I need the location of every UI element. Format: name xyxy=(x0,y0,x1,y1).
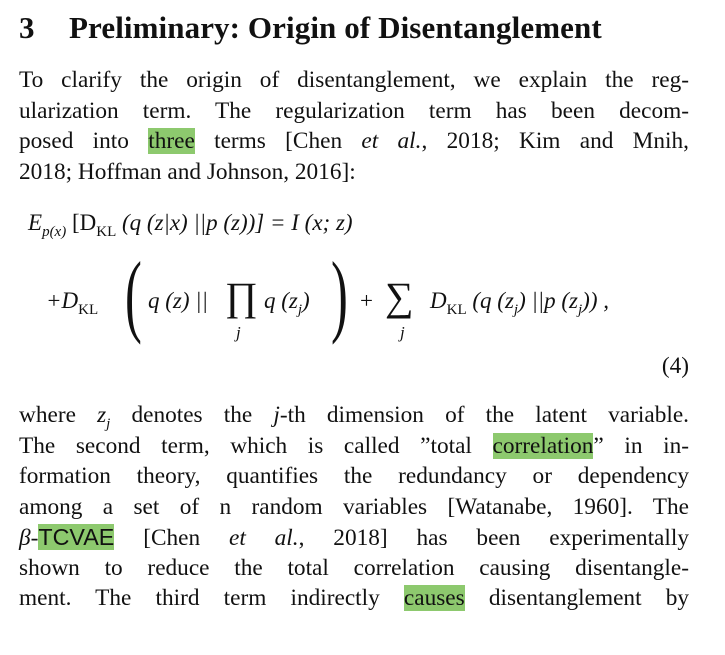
eq-left-paren: ( xyxy=(125,243,142,345)
eq-expectation-subscript: p(x) xyxy=(42,224,67,240)
sum-symbol: ∑ xyxy=(385,274,414,319)
highlighted-word: causes xyxy=(403,585,465,611)
eq-subscript: j xyxy=(578,302,583,318)
equation-row-1 xyxy=(28,210,353,240)
eq-subscript: j xyxy=(513,302,519,318)
eq-text: ) xyxy=(302,288,310,313)
eq-plus: + xyxy=(360,288,373,313)
text-span: disentanglement by xyxy=(464,585,689,611)
text-span: - xyxy=(30,525,39,551)
eq-text: (q (z xyxy=(472,288,514,313)
section-title: Preliminary: Origin of Disentanglement xyxy=(69,10,602,45)
eq-text: q (z) || xyxy=(148,288,208,313)
eq-text: [D xyxy=(71,210,97,235)
section-heading xyxy=(19,10,602,46)
eq-kl-subscript: KL xyxy=(96,224,117,240)
text-span: terms [Chen xyxy=(194,128,362,154)
paragraph-line xyxy=(19,583,689,613)
highlighted-word: correlation xyxy=(492,433,594,459)
section-number: 3 xyxy=(19,10,35,45)
eq-text: q (z xyxy=(264,288,298,313)
eq-text: (q (z|x) ||p (z))] = I (x; z) xyxy=(122,210,353,235)
paragraph-line xyxy=(19,431,689,461)
eq-text: D xyxy=(430,288,447,313)
paragraph-line xyxy=(19,400,689,433)
equation-number: (4) xyxy=(661,353,689,379)
eq-sum-body xyxy=(430,288,609,318)
eq-subscript: j xyxy=(297,302,303,318)
highlighted-word: three xyxy=(148,128,195,154)
text-span: ” in in- xyxy=(593,433,689,459)
paragraph-line xyxy=(19,126,689,156)
math-var: z xyxy=(97,402,107,428)
product-symbol: ∏ xyxy=(225,274,258,319)
eq-text: +D xyxy=(46,288,79,313)
paragraph-line: ularization term. The regularization term has been decom- xyxy=(19,98,689,124)
math-subscript: j xyxy=(106,416,111,432)
paragraph-line: shown to reduce the total correlation causing disentangle- xyxy=(19,555,689,581)
text-span: denotes the xyxy=(110,402,274,428)
citation-etal: et al. xyxy=(228,525,299,551)
eq-inner xyxy=(148,289,208,312)
eq-expectation: E xyxy=(28,210,43,235)
eq-kl-subscript: KL xyxy=(446,302,467,318)
text-span: ment. The third term indirectly xyxy=(19,585,404,611)
math-beta: β xyxy=(19,525,31,551)
text-span: , 2018; Kim and Mnih, xyxy=(421,128,689,154)
eq-sum-index: j xyxy=(400,323,405,342)
text-span: , 2018] has been experimentally xyxy=(298,525,689,551)
text-span: [Chen xyxy=(114,525,229,551)
eq-prod-index: j xyxy=(236,323,241,342)
text-span: where xyxy=(19,402,98,428)
eq-kl-subscript: KL xyxy=(78,302,99,318)
equation-row-2-start xyxy=(46,288,99,318)
paragraph-line: To clarify the origin of disentanglement, we explain the reg- xyxy=(19,67,689,93)
math-var: j xyxy=(273,402,280,428)
eq-text: )) , xyxy=(582,288,609,313)
paragraph-line xyxy=(19,522,689,553)
text-span: The second term, which is called ”total xyxy=(19,433,493,459)
eq-text: ) ||p (z xyxy=(518,288,578,313)
text-span: -th dimension of the latent variable. xyxy=(279,402,689,428)
text-span: posed into xyxy=(19,128,149,154)
paragraph-line: 2018; Hoffman and Johnson, 2016]: xyxy=(19,159,356,185)
paragraph-line: among a set of n random variables [Watanabe, 1960]. The xyxy=(19,494,689,520)
highlighted-word: TCVAE xyxy=(38,524,115,550)
paragraph-line: formation theory, quantifies the redundancy or dependency xyxy=(19,463,689,489)
citation-etal: et al. xyxy=(361,128,422,154)
eq-prod-arg xyxy=(264,288,310,318)
eq-right-paren: ) xyxy=(331,243,348,345)
